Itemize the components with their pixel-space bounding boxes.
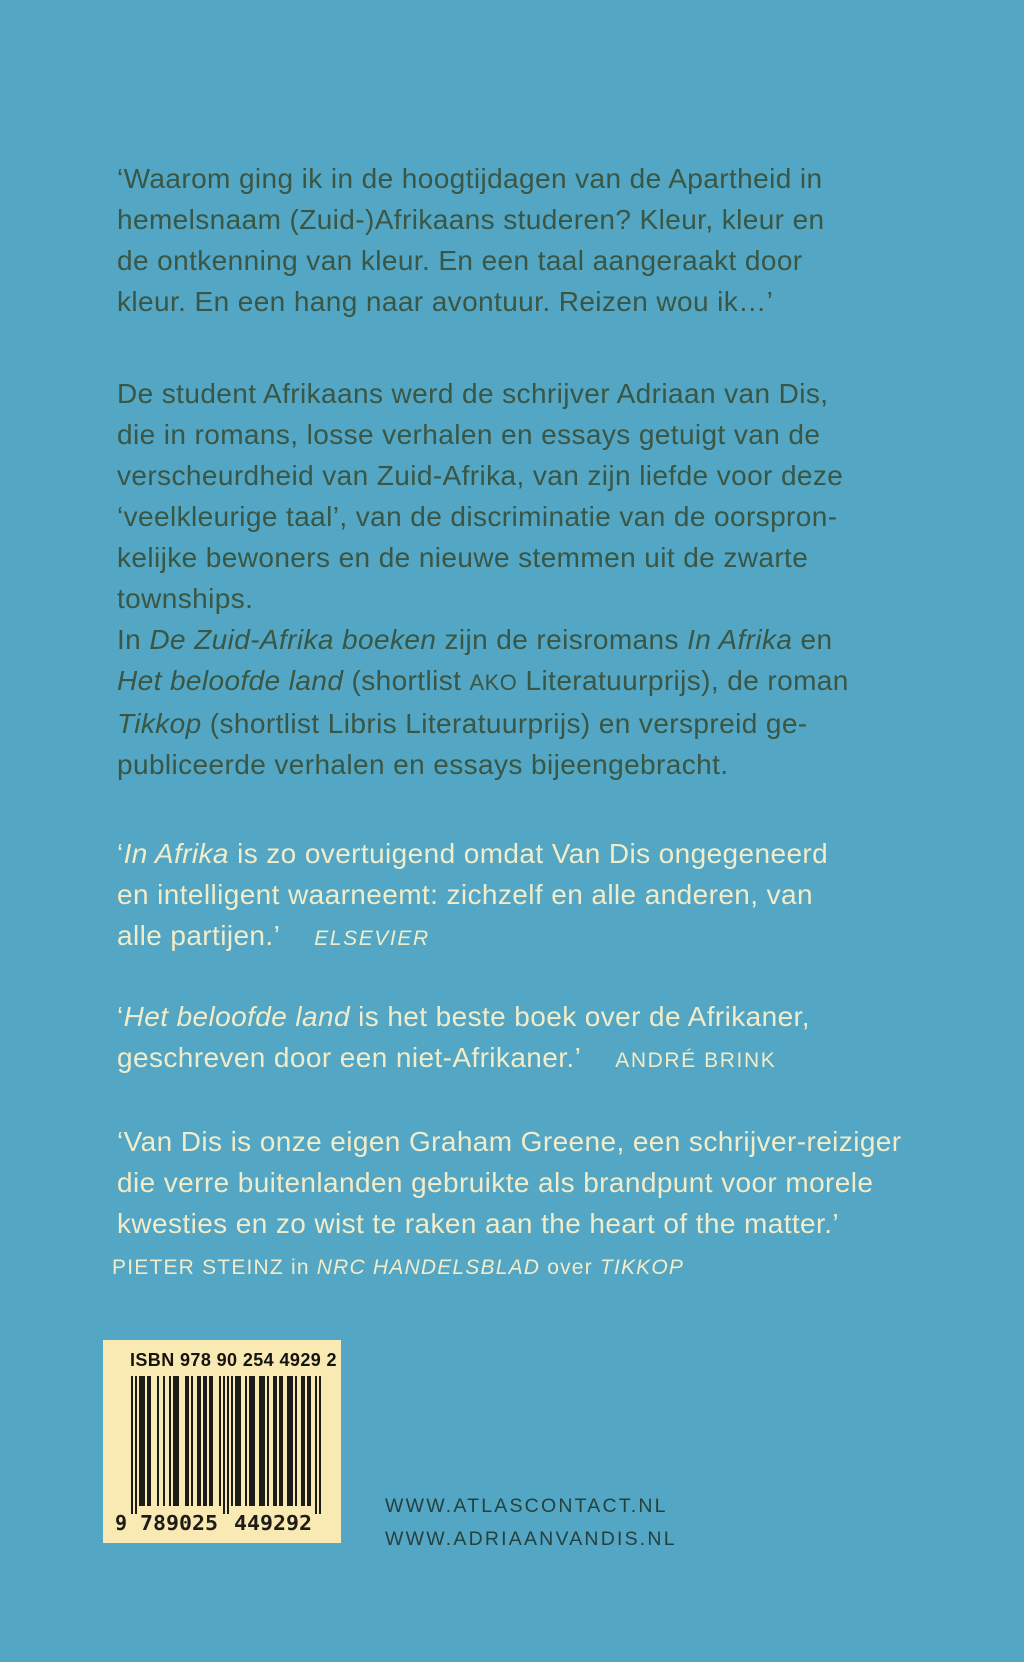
text-line: kelijke bewoners en de nieuwe stemmen uit de zwarte [117,542,809,573]
svg-text:449292: 449292 [234,1511,312,1534]
text-line: geschreven door een niet-Afrikaner.’ ANDRÉ BRINK [117,1042,777,1073]
text-line: verscheurdheid van Zuid-Afrika, van zijn liefde voor deze [117,460,844,491]
text-line: kwesties en zo wist te raken aan the heart of the matter.’ [117,1208,840,1239]
text-line: de ontkenning van kleur. En een taal aangeraakt door [117,245,803,276]
text-line: Het beloofde land (shortlist AKO Literatuurprijs), de roman [117,665,849,696]
svg-text:9: 9 [115,1511,128,1534]
publisher-websites [385,1490,677,1556]
review-quote-steinz [117,1121,901,1244]
review-quote-elsevier [117,833,828,959]
text-line: In De Zuid-Afrika boeken zijn de reisromans In Afrika en [117,624,833,655]
text-line: publiceerde verhalen en essays bijeengebracht. [117,749,729,780]
barcode-svg [109,1376,321,1534]
review-quote-brink [117,996,810,1081]
intro-quote [117,158,825,322]
text-line: ‘Van Dis is onze eigen Graham Greene, een schrijver-reiziger [117,1126,902,1157]
text-line: ‘Waarom ging ik in de hoogtijdagen van de Apartheid in [117,163,823,194]
text-line: alle partijen.’ ELSEVIER [117,920,430,951]
text-line: PIETER STEINZ in NRC HANDELSBLAD over TIKKOP [112,1256,685,1279]
description-paragraph [117,373,849,785]
isbn-label: ISBN 978 90 254 4929 2 [130,1350,337,1370]
text-line: ‘veelkleurige taal’, van de discriminatie van de oorspron- [117,501,838,532]
svg-text:789025: 789025 [140,1511,218,1534]
text-line: en intelligent waarneemt: zichzelf en alle anderen, van [117,879,813,910]
text-line: die in romans, losse verhalen en essays getuigt van de [117,419,821,450]
review-attribution-steinz [112,1254,684,1282]
text-line: hemelsnaam (Zuid-)Afrikaans studeren? Kleur, kleur en [117,204,825,235]
website-adriaanvandis: WWW.ADRIAANVANDIS.NL [385,1528,677,1550]
barcode-panel [103,1340,341,1543]
text-line: De student Afrikaans werd de schrijver Adriaan van Dis, [117,378,829,409]
text-line: die verre buitenlanden gebruikte als brandpunt voor morele [117,1167,874,1198]
text-line: townships. [117,583,254,614]
text-line: Tikkop (shortlist Libris Literatuurprijs) en verspreid ge- [117,708,808,739]
website-atlascontact: WWW.ATLASCONTACT.NL [385,1495,668,1517]
text-line: ‘In Afrika is zo overtuigend omdat Van Dis ongegeneerd [117,838,829,869]
text-line: kleur. En een hang naar avontuur. Reizen wou ik…’ [117,286,774,317]
text-line: ‘Het beloofde land is het beste boek over de Afrikaner, [117,1001,810,1032]
